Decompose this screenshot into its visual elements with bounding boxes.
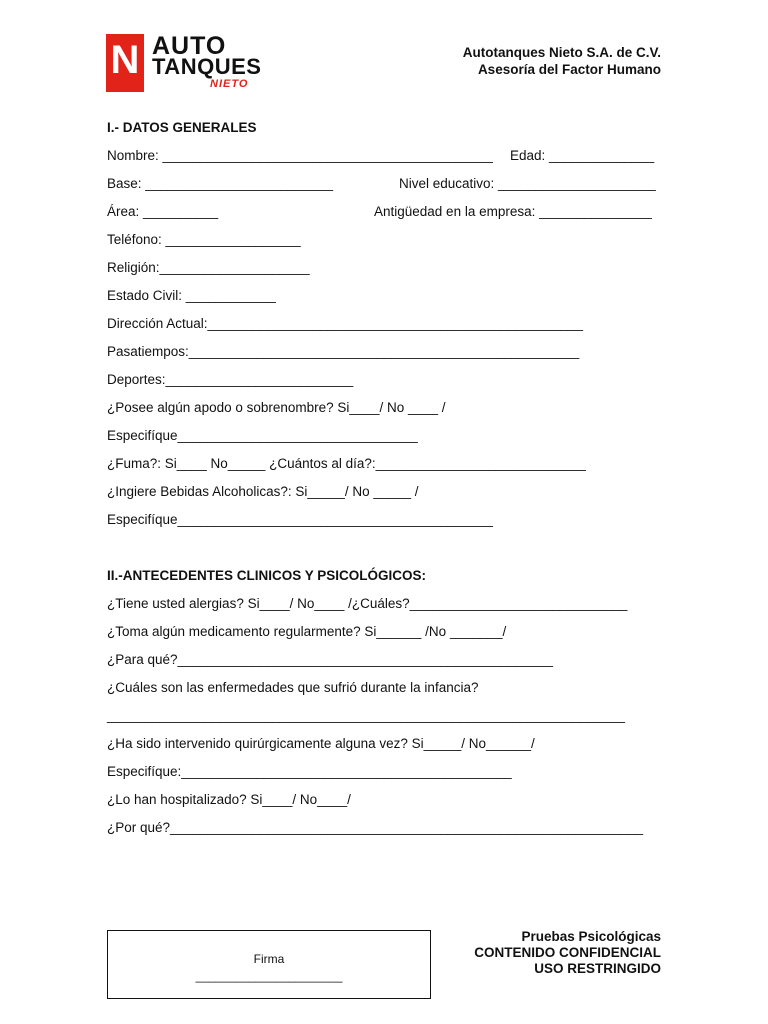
- logo-letter: N: [110, 38, 140, 82]
- footer-line-2: CONTENIDO CONFIDENCIAL: [474, 945, 661, 960]
- field-base[interactable]: Base: _________________________: [107, 176, 333, 191]
- department-name: Asesoría del Factor Humano: [477, 62, 661, 77]
- footer-line-1: Pruebas Psicológicas: [521, 929, 661, 944]
- field-alergias[interactable]: ¿Tiene usted alergias? Si____/ No____ /¿Cuáles?_____________________________: [107, 596, 628, 611]
- field-para-que[interactable]: ¿Para qué?__________________________________________________: [107, 652, 553, 667]
- field-enfermedades-answer[interactable]: _____________________________________________________________________: [107, 708, 626, 723]
- logo-mark: [106, 34, 144, 92]
- signature-box[interactable]: [107, 930, 431, 999]
- logo-text-tanques: TANQUES: [152, 54, 262, 79]
- field-bebidas[interactable]: ¿Ingiere Bebidas Alcoholicas?: Si_____/ No _____ /: [107, 484, 419, 499]
- field-edad[interactable]: Edad: ______________: [510, 148, 655, 163]
- company-logo: [106, 34, 268, 92]
- field-antiguedad[interactable]: Antigüedad en la empresa: _______________: [374, 204, 652, 219]
- logo-text-auto: AUTO: [152, 32, 227, 60]
- field-estado-civil[interactable]: Estado Civil: ____________: [107, 288, 276, 303]
- field-pasatiempos[interactable]: Pasatiempos:____________________________________________________: [107, 344, 580, 359]
- field-deportes[interactable]: Deportes:_________________________: [107, 372, 354, 387]
- signature-label: Firma: [253, 952, 285, 966]
- field-especifique-apodo[interactable]: Especifíque________________________________: [107, 428, 418, 443]
- field-intervenido[interactable]: ¿Ha sido intervenido quirúrgicamente alguna vez? Si_____/ No______/: [107, 736, 535, 751]
- field-medicamento[interactable]: ¿Toma algún medicamento regularmente? Si______ /No _______/: [107, 624, 507, 639]
- field-area[interactable]: Área: __________: [107, 204, 219, 219]
- field-hospitalizado[interactable]: ¿Lo han hospitalizado? Si____/ No____/: [107, 792, 351, 807]
- field-telefono[interactable]: Teléfono: __________________: [107, 232, 301, 247]
- section-2-title: II.-ANTECEDENTES CLINICOS Y PSICOLÓGICOS:: [107, 568, 427, 583]
- field-nombre[interactable]: Nombre: ____________________________________________: [107, 148, 493, 163]
- field-direccion[interactable]: Dirección Actual:__________________________________________________: [107, 316, 583, 331]
- field-apodo[interactable]: ¿Posee algún apodo o sobrenombre? Si____/ No ____ /: [107, 400, 446, 415]
- field-especifique-bebidas[interactable]: Especifíque__________________________________________: [107, 512, 493, 527]
- header-company-info: [463, 44, 661, 78]
- field-fuma[interactable]: ¿Fuma?: Si____ No_____ ¿Cuántos al día?:____________________________: [107, 456, 586, 471]
- field-especifique-intervencion[interactable]: Especifíque:____________________________________________: [107, 764, 512, 779]
- section-1-title: I.- DATOS GENERALES: [107, 120, 257, 135]
- footer-line-3: USO RESTRINGIDO: [534, 961, 661, 976]
- signature-line[interactable]: ______________________: [195, 969, 343, 983]
- logo-text-nieto: NIETO: [210, 78, 249, 90]
- company-name: Autotanques Nieto S.A. de C.V.: [462, 45, 661, 60]
- field-religion[interactable]: Religión:____________________: [107, 260, 310, 275]
- field-por-que[interactable]: ¿Por qué?_______________________________________________________________: [107, 820, 644, 835]
- footer-notice: [474, 929, 661, 977]
- field-nivel-educativo[interactable]: Nivel educativo: _____________________: [399, 176, 656, 191]
- question-enfermedades: ¿Cuáles son las enfermedades que sufrió durante la infancia?: [107, 680, 479, 695]
